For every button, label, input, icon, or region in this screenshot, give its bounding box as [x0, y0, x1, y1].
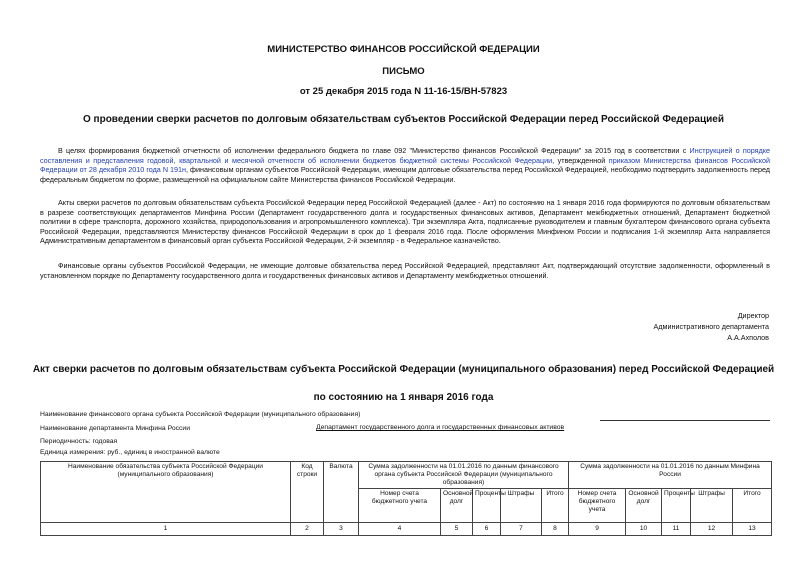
- order-link[interactable]: приказом Министерства финансов Российской Федерации от 28 декабря 2010 года N 191н: [40, 155, 770, 175]
- col-header-interest: Проценты: [473, 489, 501, 523]
- table-header-row: [41, 462, 772, 489]
- col-header-interest: Проценты: [662, 489, 691, 523]
- act-meta-periodicity: Периодичность: годовая: [40, 438, 118, 445]
- act-table: [40, 461, 772, 536]
- col-header-sum-minfin: Сумма задолженности на 01.01.2016 по данным Минфина России: [569, 462, 772, 489]
- signature-title-2: Административного департамента: [653, 322, 769, 331]
- document-subject: О проведении сверки расчетов по долговым обязательствам субъектов Российской Федерации перед Российской Федерацией: [82, 114, 724, 125]
- col-header-account-number: Номер счета бюджетного учета: [359, 489, 441, 523]
- act-meta-financial-organ: Наименование финансового органа субъекта Российской Федерации (муниципального образования): [40, 411, 361, 418]
- document-type: ПИСЬМО: [382, 66, 425, 77]
- act-meta-department-label: Наименование департамента Минфина России: [40, 425, 190, 432]
- column-number: 2: [291, 523, 324, 536]
- act-title: Акт сверки расчетов по долговым обязательствам субъекта Российской Федерации (муниципального образования) перед Российской Федерацией: [32, 364, 775, 375]
- column-number: 5: [441, 523, 473, 536]
- col-header-name: Наименование обязательства субъекта Российской Федерации (муниципального образования): [41, 462, 291, 523]
- column-number: 6: [473, 523, 501, 536]
- column-number: 12: [691, 523, 733, 536]
- col-header-code: Код строки: [291, 462, 324, 523]
- paragraph-1: [40, 146, 770, 184]
- instruction-link[interactable]: Инструкцией о порядке составления и представления годовой, квартальной и месячной отчетности об исполнении бюджетов бюджетной системы Российской Федерации: [40, 146, 770, 165]
- column-number: 10: [626, 523, 662, 536]
- column-number: 7: [501, 523, 542, 536]
- col-header-principal: Основной долг: [626, 489, 662, 523]
- act-meta-unit: Единица измерения: руб., единиц в иностранной валюте: [40, 449, 220, 456]
- signature-title-1: Директор: [737, 311, 769, 320]
- col-header-penalties: Штрафы: [501, 489, 542, 523]
- paragraph-1-text-c: , финансовым органам субъектов Российской Федерации, имеющим долговые обязательства перед Российской Федерацией, необходимо подтвердить задолженность перед федеральным бюджетом по форме, размещенной на официальном сайте Министерства финансов Российской Федерации.: [40, 165, 770, 184]
- column-number: 13: [733, 523, 772, 536]
- column-number: 11: [662, 523, 691, 536]
- col-header-total: Итого: [542, 489, 569, 523]
- column-number: 3: [324, 523, 359, 536]
- col-header-penalties: Штрафы: [691, 489, 733, 523]
- paragraph-1-text-b: , утвержденной: [552, 155, 609, 165]
- col-header-account-number: Номер счета бюджетного учета: [569, 489, 626, 523]
- col-header-sum-financial-organ: Сумма задолженности на 01.01.2016 по данным финансового органа субъекта Российской Федерации (муниципального образования): [359, 462, 569, 489]
- financial-organ-underline: [600, 420, 770, 421]
- signature-name: А.А.Ахполов: [727, 333, 769, 342]
- column-number: 1: [41, 523, 291, 536]
- paragraph-3: Финансовые органы субъектов Российской Федерации, не имеющие долговые обязательства перед Российской Федерацией, представляют Акт, подтверждающий отсутствие задолженности, оформленный в установленном порядке по Департаменту государственного долга и государственных финансовых активов и Департаменту межбюджетных отношений.: [40, 261, 770, 280]
- col-header-total: Итого: [733, 489, 772, 523]
- column-number: 8: [542, 523, 569, 536]
- paragraph-2: Акты сверки расчетов по долговым обязательствам субъекта Российской Федерации перед Российской Федерацией (далее - Акт) по состоянию на 1 января 2016 года формируются по долговым обязательствам в разрезе соответствующих департаментов Минфина России (Департамент государственного долга и государственных финансовых активов, Департамент межбюджетных отношений, Департамент бюджетной политики в сфере транспорта, дорожного хозяйства, природопользования и агропромышленного комплекса). Три экземпляра Акта, подписанные руководителем и главным бухгалтером финансового органа субъекта Российской Федерации, представляются Министерству финансов Российской Федерации в срок до 1 февраля 2016 года. После оформления Минфином России и подписания 1-й экземпляр Акта направляется Административным департаментом в финансовый орган субъекта Российской Федерации, 2-й экземпляр - в Федеральное казначейство.: [40, 198, 770, 246]
- col-header-principal: Основной долг: [441, 489, 473, 523]
- act-date: по состоянию на 1 января 2016 года: [313, 392, 494, 403]
- table-column-numbers-row: [41, 523, 772, 536]
- column-number: 4: [359, 523, 441, 536]
- ministry-heading: МИНИСТЕРСТВО ФИНАНСОВ РОССИЙСКОЙ ФЕДЕРАЦИИ: [267, 44, 540, 55]
- paragraph-1-text-a: В целях формирования бюджетной отчетности об исполнении федерального бюджета по главе 092 "Министерство финансов Российской Федерации" за 2015 год в соответствии с: [58, 146, 690, 155]
- act-meta-department-value: Департамент государственного долга и государственных финансовых активов: [316, 424, 565, 431]
- document-date-number: от 25 декабря 2015 года N 11-16-15/ВН-57823: [299, 86, 508, 97]
- column-number: 9: [569, 523, 626, 536]
- col-header-currency: Валюта: [324, 462, 359, 523]
